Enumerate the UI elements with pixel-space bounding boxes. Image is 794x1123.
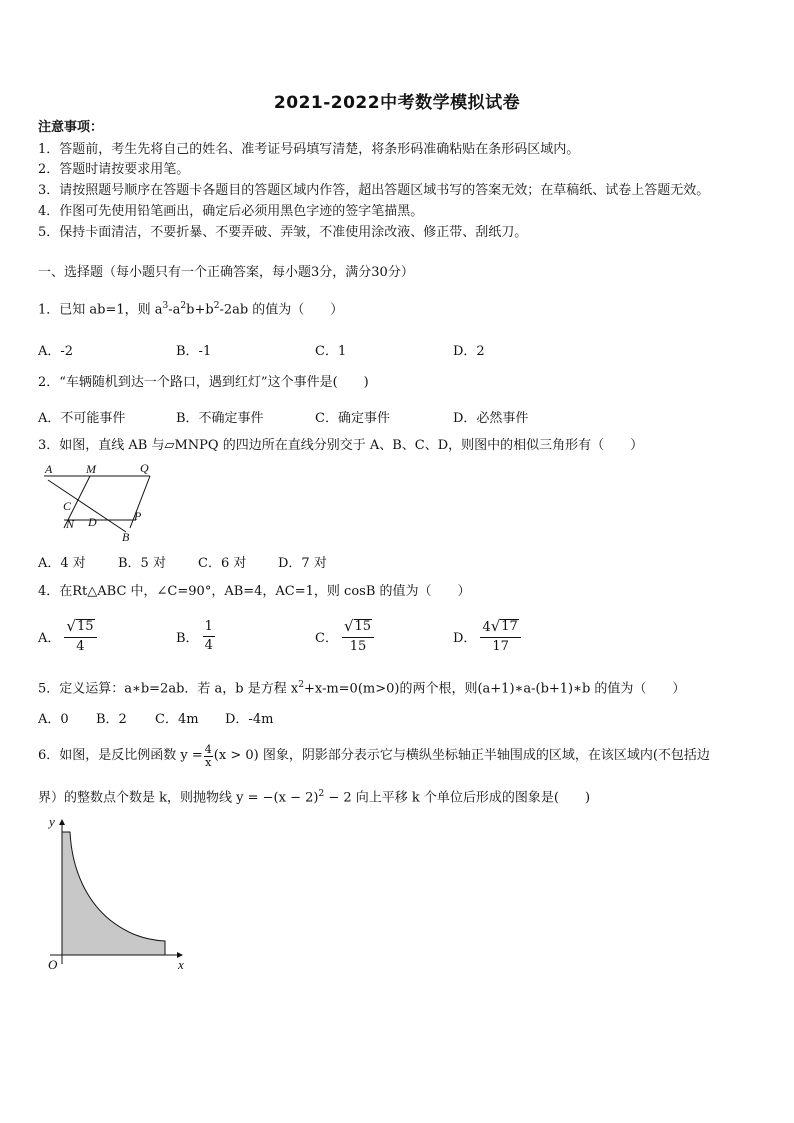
label-n: N — [66, 517, 75, 531]
q1-option-b: B．-1 — [176, 344, 212, 359]
question-5-stem: 5．定义运算：a∗b=2ab．若 a，b 是方程 $x^2+x-m=0(m>0)$的两个根，则(a+1)∗a-(b+1)∗b 的值为（ ） — [38, 680, 686, 697]
q4-option-c: C． √ 15 15 — [315, 618, 374, 655]
q5-option-d: D．-4m — [225, 712, 274, 727]
page-title: 2021-2022中考数学模拟试卷 — [273, 93, 521, 113]
origin-label: O — [48, 957, 58, 972]
q5-option-c: C．4m — [155, 712, 199, 727]
q2-option-c: C．确定事件 — [315, 411, 390, 426]
notice-item-1: 1．答题前，考生先将自己的姓名、准考证号码填写清楚，将条形码准确粘贴在条形码区域内。 — [38, 142, 580, 157]
q3-option-a: A．4 对 — [38, 556, 86, 571]
notice-item-5: 5．保持卡面清洁，不要折暴、不要弄破、弄皱，不准使用涂改液、修正带、刮纸刀。 — [38, 225, 528, 240]
q3-option-d: D．7 对 — [278, 556, 327, 571]
notice-heading: 注意事项： — [38, 120, 104, 135]
q6-hyperbola-graph — [40, 812, 200, 977]
q5-option-b: B．2 — [96, 712, 127, 727]
notice-item-2: 2．答题时请按要求用笔。 — [38, 162, 190, 177]
question-1-stem: 1．已知 ab=1，则 $a^3-a^2b+b^2-2ab$ 的值为（ ） — [38, 301, 344, 318]
q2-option-b: B．不确定事件 — [176, 411, 264, 426]
q1-option-c: C．1 — [315, 344, 347, 359]
q2-option-d: D．必然事件 — [453, 411, 529, 426]
y-axis-label: y — [49, 814, 55, 829]
question-2-stem: 2．“车辆随机到达一个路口，遇到红灯”这个事件是( ) — [38, 375, 369, 390]
question-6-line-1: 6．如图，是反比例函数 y = $\frac{4}{x}$ (x > 0) 图象，阴影部分表示它与横纵坐标轴正半轴围成的区域，在该区域内(不包括边 — [38, 742, 710, 769]
q3-option-c: C．6 对 — [198, 556, 247, 571]
label-c: C — [63, 499, 72, 513]
shaded-region — [62, 832, 165, 955]
q5-option-a: A．0 — [38, 712, 69, 727]
q4-option-d: D． 4 √ 17 17 — [453, 618, 521, 655]
x-axis-label: x — [178, 957, 184, 972]
label-m: M — [86, 462, 96, 476]
label-d: D — [88, 515, 97, 529]
question-3-stem: 3．如图，直线 AB 与▱MNPQ 的四边所在直线分别交于 A、B、C、D，则图中的相似三角形有（ ） — [38, 438, 644, 453]
q1-option-a: A．-2 — [38, 344, 74, 359]
q3-parallelogram-figure — [40, 458, 165, 546]
label-a: A — [45, 462, 53, 476]
label-p: P — [134, 509, 142, 523]
label-q: Q — [140, 461, 149, 475]
question-4-stem: 4．在Rt△ABC 中，∠C=90°，AB=4，AC=1，则 cosB 的值为（ ） — [38, 584, 471, 599]
q4-option-b: B． $\frac{1}{4}$ — [176, 619, 213, 653]
section-heading: 一、选择题（每小题只有一个正确答案，每小题3分，满分30分） — [38, 265, 414, 280]
q4-option-a: A． √ 15 4 — [38, 618, 97, 655]
notice-item-3: 3．请按照题号顺序在答题卡各题目的答题区域内作答，超出答题区域书写的答案无效；在草稿纸、试卷上答题无效。 — [38, 183, 710, 198]
q1-option-d: D．2 — [453, 344, 485, 359]
notice-item-4: 4．作图可先使用铅笔画出，确定后必须用黑色字迹的签字笔描黑。 — [38, 204, 424, 219]
label-b: B — [122, 530, 130, 544]
q2-option-a: A．不可能事件 — [38, 411, 126, 426]
question-6-line-2: 界）的整数点个数是 k，则抛物线 $y = -(x - 2)^2 - 2$ 向上平移 k 个单位后形成的图象是( ) — [38, 789, 591, 806]
q3-option-b: B．5 对 — [118, 556, 166, 571]
